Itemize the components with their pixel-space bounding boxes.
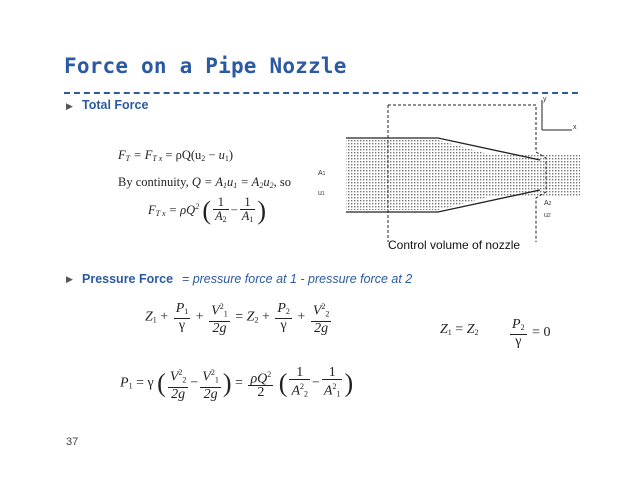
equation-bernoulli: $Z_1$ + $\frac{P_1}{\gamma}$ + $\frac{V^2_1}{2g}$ = $Z_2$ + $\frac{P_2}{\gamma}$ + $\frac{V^2_2}{2g}$ (145, 301, 330, 336)
equation-p1: $P_1 = \gamma$ ( $\frac{V^2_2}{2g}$ − $\frac{V^2_1}{2g}$ ) = $\frac{\rho Q^2}{2}$ ( $\frac{1}{A^2_2}$ − $\frac{1}{A^2_1}$ ) (120, 365, 354, 402)
label-a2: A2 (544, 200, 552, 207)
equation-ftx: $F_{T x} = \rho Q^2$ ( $\frac{1}{A_2}$ − $\frac{1}{A_1}$ ) (148, 195, 267, 225)
equation-total-force: $F_T = F_{T x} = \rho Q(u_2 - u_1)$ (118, 148, 233, 163)
bullet-total-force: Total Force (82, 98, 149, 112)
label-a1: A1 (318, 170, 326, 177)
diagram-caption: Control volume of nozzle (388, 238, 521, 252)
page-title: Force on a Pipe Nozzle (64, 54, 347, 78)
equation-p2-zero: $\frac{P_2}{\gamma}$ = 0 (512, 317, 551, 349)
nozzle-diagram (318, 92, 590, 242)
equation-z-equal: $Z_1 = Z_2$ (440, 322, 479, 337)
label-u1: u1 (318, 190, 325, 197)
bullet-arrow-icon: ▶ (66, 101, 73, 111)
equation-continuity: By continuity, $Q = A_1u_1 = A_2u_2$, so (118, 175, 291, 190)
axis-x-label: x (573, 124, 577, 131)
bullet-pressure-force: Pressure Force = pressure force at 1 - pressure force at 2 (82, 272, 413, 286)
bullet-arrow-icon: ▶ (66, 274, 73, 284)
label-u2: u2 (544, 212, 551, 219)
page-number: 37 (66, 436, 79, 448)
axis-y-label: y (543, 96, 547, 103)
